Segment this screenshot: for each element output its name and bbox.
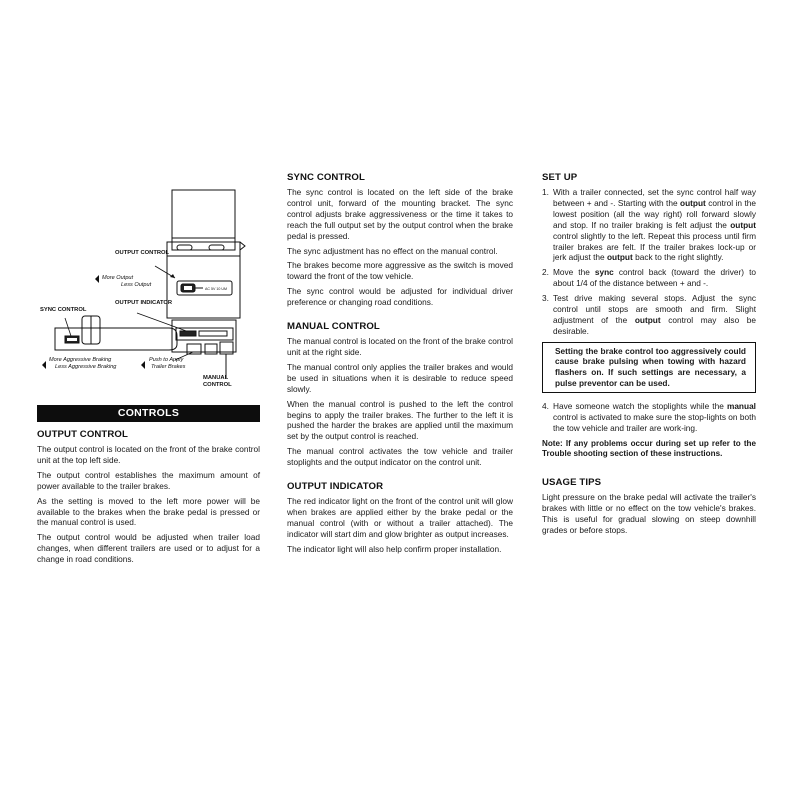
usage-tips-heading: USAGE TIPS: [542, 477, 602, 489]
push-to-apply-label: Push to Apply: [149, 357, 184, 363]
manual-control-paragraph: The manual control is located on the front of the brake control unit at the right side.: [287, 336, 513, 357]
set-up-note: Note: If any problems occur during set up refer to the Trouble shooting section of these instructions.: [542, 438, 756, 459]
list-item: 2. Move the sync control back (toward the driver) to about 1/4 of the distance between + and -.: [542, 267, 756, 289]
set-up-steps-continued: [542, 401, 756, 434]
output-indicator-heading: OUTPUT INDICATOR: [287, 481, 384, 493]
set-up-steps: [542, 187, 756, 337]
list-item: 3. Test drive making several stops. Adjust the sync control until stops are smooth and firm. Slight adjustment of the output control may also be desirable.: [542, 293, 756, 336]
column-right: [542, 172, 756, 540]
output-control-paragraph: As the setting is moved to the left more power will be available to the brakes when the brake pedal is pressed or the manual control is used.: [37, 495, 260, 528]
manual-control-paragraph: When the manual control is pushed to the left the control begins to apply the trailer brakes. The further to the left it is pushed the harder the brakes are applied until the maximum set by the output control is reached.: [287, 398, 513, 442]
output-control-paragraph: The output control is located on the front of the brake control unit at the top left side.: [37, 444, 260, 465]
controls-section-header: CONTROLS: [37, 405, 260, 422]
manual-control-label: MANUAL CONTROL: [203, 375, 232, 388]
output-control-label: OUTPUT CONTROL: [115, 250, 170, 256]
set-up-heading: SET UP: [542, 172, 578, 183]
less-aggressive-label: Less Aggressive Braking: [55, 364, 117, 370]
device-marking: AC 5V 10 UM: [205, 287, 227, 291]
column-middle: [287, 172, 513, 559]
output-control-paragraph: The output control would be adjusted when trailer load changes, when different trailers are used or to adjust for a change in road conditions.: [37, 532, 260, 565]
warning-box: Setting the brake control too aggressively could cause brake pulsing when towing with hazard flashers on. If such settings are necessary, a pulse preventor can be used.: [542, 342, 756, 393]
trailer-brakes-label: Trailer Brakes: [151, 364, 186, 370]
more-aggressive-label: More Aggressive Braking: [49, 357, 112, 363]
output-control-heading: OUTPUT CONTROL: [37, 429, 128, 440]
list-item: 1. With a trailer connected, set the sync control half way between + and -. Starting with the output control in the lowest position (all the way right) roll forward slowly and stop. If no trailer braking is felt adjust the output control slightly to the left. Repeat this process until firm trailer brakes are felt. If the trailer brakes lock-up or jerk adjust the output back to the right slightly.: [542, 187, 756, 263]
sync-control-heading: SYNC CONTROL: [287, 172, 365, 183]
column-left: [37, 168, 260, 569]
sync-control-paragraph: The sync control would be adjusted for individual driver preference or changing road conditions.: [287, 286, 513, 308]
less-output-label: Less Output: [121, 282, 152, 288]
manual-control-paragraph: The manual control only applies the trailer brakes and would be used in situations when it is desirable to reduce speed slowly.: [287, 361, 513, 394]
output-indicator-paragraph: The indicator light will also help confirm proper installation.: [287, 543, 502, 554]
more-output-label: More Output: [102, 275, 134, 281]
brake-control-diagram: [37, 168, 260, 403]
manual-control-heading: MANUAL CONTROL: [287, 321, 380, 333]
usage-tips-paragraph: Light pressure on the brake pedal will activate the trailer's brakes with little or no effect on the tow vehicle's brakes. This is useful for gradual slowing on steep downhill grades or before stops.: [542, 492, 756, 535]
sync-control-paragraph: The sync control is located on the left side of the brake control unit, forward of the mounting bracket. The sync control adjusts brake aggressiveness or the time it takes to reach the full output set by the output control when the brake pedal is pressed.: [287, 187, 513, 241]
manual-control-paragraph: The manual control activates the tow vehicle and trailer stoplights and the output indicator on the control unit.: [287, 446, 513, 468]
output-indicator-paragraph: The red indicator light on the front of the control unit will glow when brakes are applied either by the brake pedal or the manual control (with or without a trailer attached). The indicator will start dim and glow brighter as output increases.: [287, 496, 513, 539]
sync-control-paragraph: The sync adjustment has no effect on the manual control.: [287, 245, 498, 256]
sync-control-paragraph: The brakes become more aggressive as the switch is moved toward the front of the tow vehicle.: [287, 260, 513, 282]
sync-control-label: SYNC CONTROL: [40, 307, 87, 313]
output-control-paragraph: The output control establishes the maximum amount of power available to the trailer brakes.: [37, 469, 260, 491]
output-indicator-label: OUTPUT INDICATOR: [115, 300, 173, 306]
list-item: 4. Have someone watch the stoplights while the manual control is activated to make sure the stop-lights on both the tow vehicle and trailer are work-ing.: [542, 401, 756, 433]
